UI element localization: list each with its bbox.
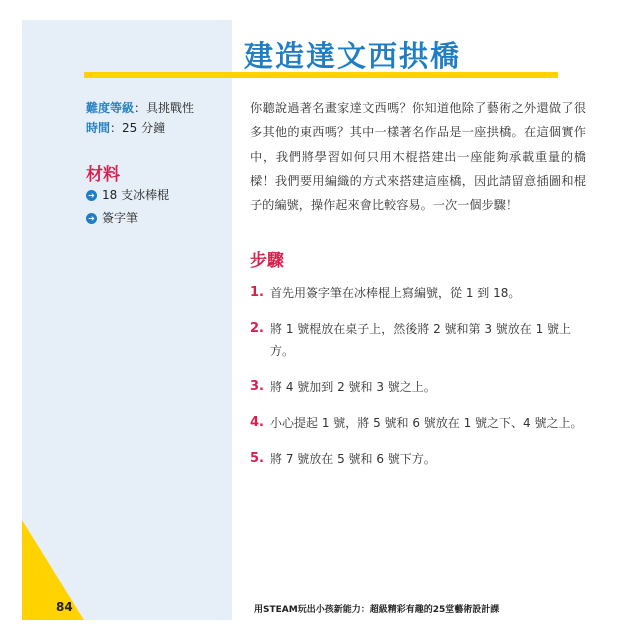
arrow-bullet-icon: ➔ [86,213,97,224]
steps-heading: 步驟 [250,251,284,271]
intro-paragraph: 你聽說過著名畫家達文西嗎？你知道他除了藝術之外還做了很多其他的東西嗎？其中一樣著名作品是一座拱橋。在這個實作中，我們將學習如何只用木棍搭建出一座能夠承載重量的橋樑！我們要用編織的方式來搭建這座橋，因此請留意插圖和棍子的編號，操作起來會比較容易。一次一個步驟！ [250,101,586,213]
book-page [22,20,618,620]
difficulty-value: ：具挑戰性 [134,101,195,115]
materials-list [86,184,169,230]
step-text: 將 7 號放在 5 號和 6 號下方。 [270,452,436,466]
arrow-bullet-icon: ➔ [86,190,97,201]
step-number: 2. [250,321,264,336]
list-item [250,376,590,398]
step-text: 小心提起 1 號，將 5 號和 6 號放在 1 號之下、4 號之上。 [270,416,583,430]
page-number: 84 [56,600,73,614]
page-title: 建造達文西拱橋 [244,39,462,73]
list-item [86,207,169,230]
step-number: 3. [250,379,264,394]
time-value: ：25 分鐘 [110,121,166,135]
difficulty-row [86,98,194,118]
list-item [250,448,590,470]
step-number: 1. [250,285,264,300]
step-text: 首先用簽字筆在冰棒棍上寫編號，從 1 到 18。 [270,286,521,300]
time-row [86,118,194,138]
corner-decoration [22,520,84,620]
materials-heading: 材料 [86,165,120,185]
book-title-footer: 用STEAM玩出小孩新能力：超級精彩有趣的25堂藝術設計課 [254,605,500,615]
step-number: 4. [250,415,264,430]
difficulty-label: 難度等級 [86,101,135,115]
material-text: 18 支冰棒棍 [102,188,170,202]
steps-list [250,282,590,470]
list-item [250,318,590,362]
list-item [250,412,590,434]
list-item [86,184,169,207]
step-number: 5. [250,451,264,466]
material-text: 簽字筆 [102,211,139,225]
step-text: 將 1 號棍放在桌子上，然後將 2 號和第 3 號放在 1 號上方。 [270,322,572,358]
list-item [250,282,590,304]
time-label: 時間 [86,121,111,135]
activity-meta [86,98,194,138]
step-text: 將 4 號加到 2 號和 3 號之上。 [270,380,436,394]
